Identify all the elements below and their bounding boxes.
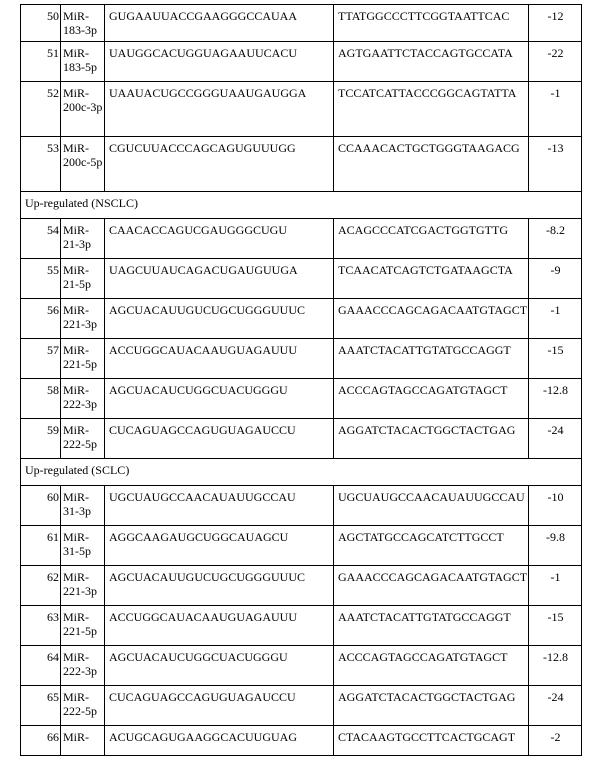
fold-change-cell: -9.8 <box>529 526 582 566</box>
mirna-name-cell: MiR-31-3p <box>61 486 105 526</box>
section-label: Up-regulated (NSCLC) <box>21 192 582 219</box>
mirna-name-cell: MiR-31-5p <box>61 526 105 566</box>
section-header-row <box>21 459 582 486</box>
mirna-name-cell: MiR- <box>61 726 105 756</box>
mature-sequence-cell: AGCUACAUUGUCUGCUGGGUUUC <box>105 566 334 606</box>
mature-sequence-cell: CUCAGUAGCCAGUGUAGAUCCU <box>105 419 334 459</box>
row-number-cell: 59 <box>21 419 61 459</box>
table-row <box>21 137 582 192</box>
table-row <box>21 259 582 299</box>
row-number-cell: 60 <box>21 486 61 526</box>
row-number-cell: 51 <box>21 42 61 82</box>
primer-sequence-cell: TCAACATCAGTCTGATAAGCTA <box>334 259 529 299</box>
table-row <box>21 339 582 379</box>
mature-sequence-cell: GUGAAUUACCGAAGGGCCAUAA <box>105 5 334 42</box>
fold-change-cell: -8.2 <box>529 219 582 259</box>
mirna-table <box>20 4 582 756</box>
primer-sequence-cell: CCAAACACTGCTGGGTAAGACG <box>334 137 529 192</box>
row-number-cell: 54 <box>21 219 61 259</box>
table-row <box>21 299 582 339</box>
row-number-cell: 65 <box>21 686 61 726</box>
row-number-cell: 57 <box>21 339 61 379</box>
fold-change-cell: -1 <box>529 299 582 339</box>
mirna-name-cell: MiR-200c-3p <box>61 82 105 137</box>
row-number-cell: 64 <box>21 646 61 686</box>
table-row <box>21 566 582 606</box>
primer-sequence-cell: AGCTATGCCAGCATCTTGCCT <box>334 526 529 566</box>
mirna-name-cell: MiR-183-5p <box>61 42 105 82</box>
mirna-name-cell: MiR-222-5p <box>61 419 105 459</box>
table-row <box>21 686 582 726</box>
row-number-cell: 53 <box>21 137 61 192</box>
primer-sequence-cell: ACCCAGTAGCCAGATGTAGCT <box>334 379 529 419</box>
fold-change-cell: -15 <box>529 339 582 379</box>
row-number-cell: 58 <box>21 379 61 419</box>
mirna-name-cell: MiR-221-5p <box>61 339 105 379</box>
mature-sequence-cell: UAGCUUAUCAGACUGAUGUUGA <box>105 259 334 299</box>
row-number-cell: 63 <box>21 606 61 646</box>
mature-sequence-cell: AGCUACAUCUGGCUACUGGGU <box>105 379 334 419</box>
primer-sequence-cell: CTACAAGTGCCTTCACTGCAGT <box>334 726 529 756</box>
primer-sequence-cell: ACAGCCCATCGACTGGTGTTG <box>334 219 529 259</box>
mirna-name-cell: MiR-200c-5p <box>61 137 105 192</box>
row-number-cell: 56 <box>21 299 61 339</box>
primer-sequence-cell: TTATGGCCCTTCGGTAATTCAC <box>334 5 529 42</box>
mirna-name-cell: MiR-221-5p <box>61 606 105 646</box>
mature-sequence-cell: AGGCAAGAUGCUGGCAUAGCU <box>105 526 334 566</box>
row-number-cell: 62 <box>21 566 61 606</box>
row-number-cell: 52 <box>21 82 61 137</box>
mature-sequence-cell: AGCUACAUUGUCUGCUGGGUUUC <box>105 299 334 339</box>
table-row <box>21 5 582 42</box>
table-row <box>21 379 582 419</box>
mirna-table-body <box>21 5 582 756</box>
mature-sequence-cell: CAACACCAGUCGAUGGGCUGU <box>105 219 334 259</box>
row-number-cell: 50 <box>21 5 61 42</box>
fold-change-cell: -1 <box>529 82 582 137</box>
row-number-cell: 66 <box>21 726 61 756</box>
primer-sequence-cell: TCCATCATTACCCGGCAGTATTA <box>334 82 529 137</box>
mirna-name-cell: MiR-183-3p <box>61 5 105 42</box>
table-row <box>21 42 582 82</box>
fold-change-cell: -13 <box>529 137 582 192</box>
primer-sequence-cell: AGTGAATTCTACCAGTGCCATA <box>334 42 529 82</box>
table-row <box>21 419 582 459</box>
row-number-cell: 55 <box>21 259 61 299</box>
table-row <box>21 646 582 686</box>
primer-sequence-cell: UGCUAUGCCAACAUAUUGCCAU <box>334 486 529 526</box>
fold-change-cell: -15 <box>529 606 582 646</box>
table-row <box>21 526 582 566</box>
section-header-row <box>21 192 582 219</box>
mirna-name-cell: MiR-21-5p <box>61 259 105 299</box>
fold-change-cell: -24 <box>529 419 582 459</box>
primer-sequence-cell: AGGATCTACACTGGCTACTGAG <box>334 419 529 459</box>
fold-change-cell: -12 <box>529 5 582 42</box>
row-number-cell: 61 <box>21 526 61 566</box>
fold-change-cell: -10 <box>529 486 582 526</box>
primer-sequence-cell: AAATCTACATTGTATGCCAGGT <box>334 606 529 646</box>
mature-sequence-cell: UAAUACUGCCGGGUAAUGAUGGA <box>105 82 334 137</box>
primer-sequence-cell: AAATCTACATTGTATGCCAGGT <box>334 339 529 379</box>
primer-sequence-cell: GAAACCCAGCAGACAATGTAGCT <box>334 566 529 606</box>
mirna-name-cell: MiR-221-3p <box>61 299 105 339</box>
primer-sequence-cell: AGGATCTACACTGGCTACTGAG <box>334 686 529 726</box>
section-label: Up-regulated (SCLC) <box>21 459 582 486</box>
fold-change-cell: -12.8 <box>529 379 582 419</box>
primer-sequence-cell: ACCCAGTAGCCAGATGTAGCT <box>334 646 529 686</box>
table-row <box>21 82 582 137</box>
mature-sequence-cell: AGCUACAUCUGGCUACUGGGU <box>105 646 334 686</box>
fold-change-cell: -9 <box>529 259 582 299</box>
primer-sequence-cell: GAAACCCAGCAGACAATGTAGCT <box>334 299 529 339</box>
mature-sequence-cell: CGUCUUACCCAGCAGUGUUUGG <box>105 137 334 192</box>
fold-change-cell: -22 <box>529 42 582 82</box>
mature-sequence-cell: ACUGCAGUGAAGGCACUUGUAG <box>105 726 334 756</box>
mirna-name-cell: MiR-21-3p <box>61 219 105 259</box>
fold-change-cell: -1 <box>529 566 582 606</box>
mature-sequence-cell: CUCAGUAGCCAGUGUAGAUCCU <box>105 686 334 726</box>
table-row <box>21 486 582 526</box>
mature-sequence-cell: ACCUGGCAUACAAUGUAGAUUU <box>105 606 334 646</box>
fold-change-cell: -2 <box>529 726 582 756</box>
mirna-name-cell: MiR-221-3p <box>61 566 105 606</box>
mature-sequence-cell: ACCUGGCAUACAAUGUAGAUUU <box>105 339 334 379</box>
table-row <box>21 726 582 756</box>
document-page <box>20 4 581 756</box>
mirna-name-cell: MiR-222-3p <box>61 646 105 686</box>
mirna-name-cell: MiR-222-5p <box>61 686 105 726</box>
mature-sequence-cell: UGCUAUGCCAACAUAUUGCCAU <box>105 486 334 526</box>
table-row <box>21 219 582 259</box>
fold-change-cell: -12.8 <box>529 646 582 686</box>
table-row <box>21 606 582 646</box>
fold-change-cell: -24 <box>529 686 582 726</box>
mirna-name-cell: MiR-222-3p <box>61 379 105 419</box>
mature-sequence-cell: UAUGGCACUGGUAGAAUUCACU <box>105 42 334 82</box>
